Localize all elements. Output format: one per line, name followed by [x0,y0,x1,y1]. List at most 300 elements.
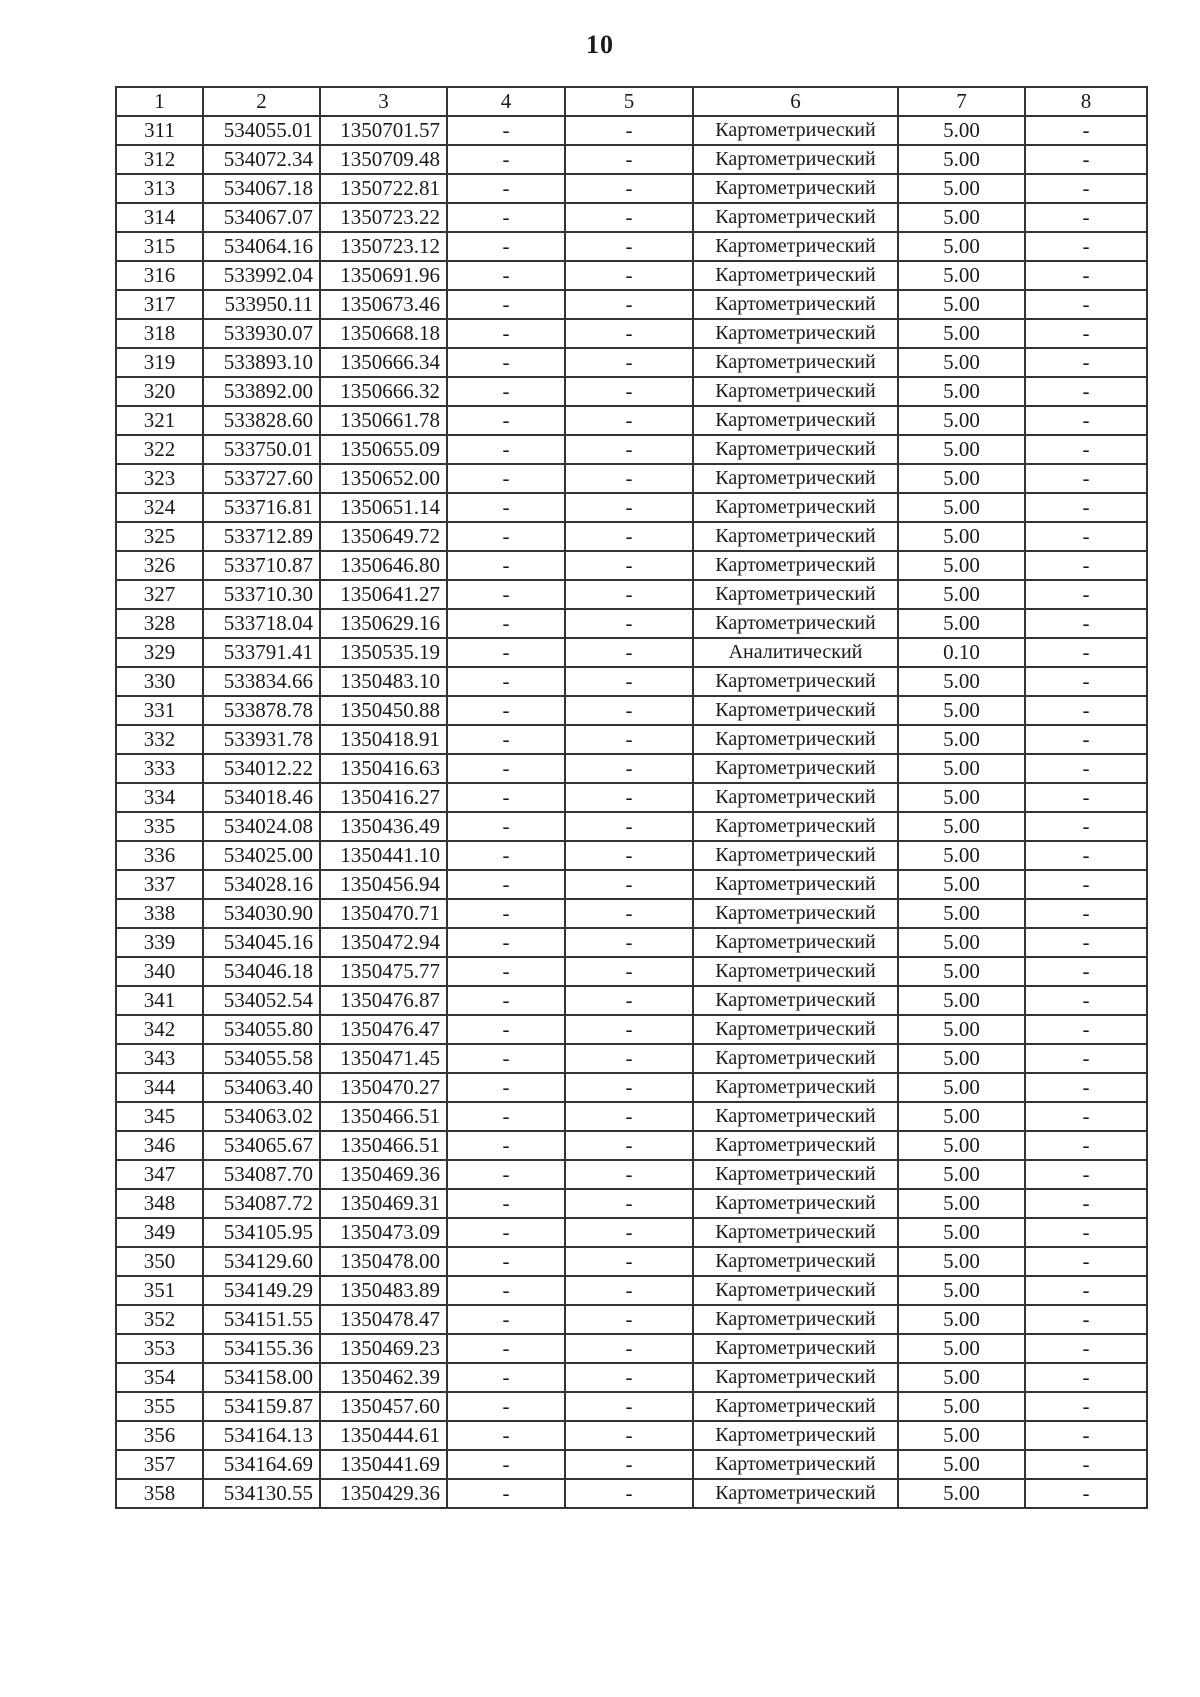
y-coordinate-cell: 1350470.27 [320,1073,447,1102]
y-coordinate-cell: 1350673.46 [320,290,447,319]
y-coordinate-cell: 1350655.09 [320,435,447,464]
table-row [116,1218,1147,1247]
y-coordinate-cell: 1350469.23 [320,1334,447,1363]
table-row [116,1073,1147,1102]
x-coordinate-cell: 534025.00 [203,841,320,870]
method-cell: Картометрический [693,812,898,841]
point-number-cell: 345 [116,1102,203,1131]
point-number-cell: 324 [116,493,203,522]
col8-cell: - [1025,957,1147,986]
y-coordinate-cell: 1350476.87 [320,986,447,1015]
y-coordinate-cell: 1350478.00 [320,1247,447,1276]
method-cell: Картометрический [693,290,898,319]
col4-cell: - [447,609,565,638]
table-row [116,174,1147,203]
table-row [116,1131,1147,1160]
table-row [116,1015,1147,1044]
method-cell: Картометрический [693,377,898,406]
col5-cell: - [565,551,693,580]
x-coordinate-cell: 534155.36 [203,1334,320,1363]
y-coordinate-cell: 1350471.45 [320,1044,447,1073]
x-coordinate-cell: 534024.08 [203,812,320,841]
table-row [116,667,1147,696]
x-coordinate-cell: 534045.16 [203,928,320,957]
table-row [116,1160,1147,1189]
column-header: 5 [565,87,693,116]
accuracy-cell: 5.00 [898,377,1025,406]
y-coordinate-cell: 1350469.36 [320,1160,447,1189]
accuracy-cell: 5.00 [898,1247,1025,1276]
col4-cell: - [447,754,565,783]
col5-cell: - [565,1247,693,1276]
table-row [116,464,1147,493]
header-row [116,87,1147,116]
y-coordinate-cell: 1350456.94 [320,870,447,899]
method-cell: Картометрический [693,696,898,725]
x-coordinate-cell: 534158.00 [203,1363,320,1392]
accuracy-cell: 5.00 [898,986,1025,1015]
table-row [116,783,1147,812]
accuracy-cell: 5.00 [898,609,1025,638]
point-number-cell: 357 [116,1450,203,1479]
col8-cell: - [1025,1073,1147,1102]
method-cell: Картометрический [693,174,898,203]
table-row [116,232,1147,261]
col4-cell: - [447,464,565,493]
table-body [116,116,1147,1508]
y-coordinate-cell: 1350416.63 [320,754,447,783]
col5-cell: - [565,232,693,261]
point-number-cell: 337 [116,870,203,899]
accuracy-cell: 5.00 [898,1189,1025,1218]
col4-cell: - [447,435,565,464]
table-row [116,551,1147,580]
accuracy-cell: 5.00 [898,290,1025,319]
col5-cell: - [565,348,693,377]
accuracy-cell: 5.00 [898,696,1025,725]
method-cell: Картометрический [693,232,898,261]
y-coordinate-cell: 1350418.91 [320,725,447,754]
col4-cell: - [447,725,565,754]
col8-cell: - [1025,435,1147,464]
method-cell: Картометрический [693,580,898,609]
col5-cell: - [565,1189,693,1218]
method-cell: Картометрический [693,522,898,551]
col5-cell: - [565,812,693,841]
table-row [116,1189,1147,1218]
y-coordinate-cell: 1350476.47 [320,1015,447,1044]
method-cell: Картометрический [693,1102,898,1131]
col8-cell: - [1025,1015,1147,1044]
x-coordinate-cell: 534149.29 [203,1276,320,1305]
table-row [116,928,1147,957]
col4-cell: - [447,116,565,145]
col5-cell: - [565,522,693,551]
col4-cell: - [447,1479,565,1508]
point-number-cell: 332 [116,725,203,754]
col8-cell: - [1025,1450,1147,1479]
col8-cell: - [1025,696,1147,725]
col8-cell: - [1025,319,1147,348]
col5-cell: - [565,435,693,464]
accuracy-cell: 5.00 [898,1334,1025,1363]
method-cell: Картометрический [693,493,898,522]
col4-cell: - [447,1102,565,1131]
method-cell: Картометрический [693,957,898,986]
x-coordinate-cell: 534055.80 [203,1015,320,1044]
point-number-cell: 334 [116,783,203,812]
accuracy-cell: 5.00 [898,899,1025,928]
col5-cell: - [565,841,693,870]
method-cell: Картометрический [693,1160,898,1189]
col5-cell: - [565,145,693,174]
y-coordinate-cell: 1350473.09 [320,1218,447,1247]
col5-cell: - [565,899,693,928]
col4-cell: - [447,551,565,580]
col5-cell: - [565,116,693,145]
table-row [116,203,1147,232]
x-coordinate-cell: 534046.18 [203,957,320,986]
col4-cell: - [447,1044,565,1073]
x-coordinate-cell: 533992.04 [203,261,320,290]
point-number-cell: 328 [116,609,203,638]
table-row [116,725,1147,754]
col8-cell: - [1025,406,1147,435]
method-cell: Картометрический [693,1479,898,1508]
table-row [116,1479,1147,1508]
col4-cell: - [447,348,565,377]
method-cell: Картометрический [693,1073,898,1102]
x-coordinate-cell: 533710.87 [203,551,320,580]
method-cell: Картометрический [693,667,898,696]
table-row [116,870,1147,899]
table-row [116,348,1147,377]
accuracy-cell: 5.00 [898,406,1025,435]
method-cell: Картометрический [693,1276,898,1305]
col5-cell: - [565,1421,693,1450]
x-coordinate-cell: 534130.55 [203,1479,320,1508]
accuracy-cell: 5.00 [898,754,1025,783]
point-number-cell: 346 [116,1131,203,1160]
col5-cell: - [565,667,693,696]
point-number-cell: 311 [116,116,203,145]
accuracy-cell: 0.10 [898,638,1025,667]
col4-cell: - [447,1450,565,1479]
col5-cell: - [565,261,693,290]
col4-cell: - [447,406,565,435]
accuracy-cell: 5.00 [898,812,1025,841]
accuracy-cell: 5.00 [898,783,1025,812]
table-row [116,145,1147,174]
point-number-cell: 358 [116,1479,203,1508]
x-coordinate-cell: 534087.72 [203,1189,320,1218]
col8-cell: - [1025,348,1147,377]
accuracy-cell: 5.00 [898,1102,1025,1131]
col5-cell: - [565,1102,693,1131]
col4-cell: - [447,1015,565,1044]
method-cell: Картометрический [693,1247,898,1276]
x-coordinate-cell: 534129.60 [203,1247,320,1276]
table-row [116,899,1147,928]
col5-cell: - [565,1218,693,1247]
col5-cell: - [565,580,693,609]
col4-cell: - [447,928,565,957]
x-coordinate-cell: 533892.00 [203,377,320,406]
accuracy-cell: 5.00 [898,870,1025,899]
point-number-cell: 330 [116,667,203,696]
point-number-cell: 340 [116,957,203,986]
accuracy-cell: 5.00 [898,1421,1025,1450]
col4-cell: - [447,290,565,319]
col4-cell: - [447,1363,565,1392]
col8-cell: - [1025,1189,1147,1218]
point-number-cell: 327 [116,580,203,609]
x-coordinate-cell: 533930.07 [203,319,320,348]
x-coordinate-cell: 533878.78 [203,696,320,725]
method-cell: Картометрический [693,464,898,493]
col8-cell: - [1025,145,1147,174]
col4-cell: - [447,580,565,609]
x-coordinate-cell: 533727.60 [203,464,320,493]
y-coordinate-cell: 1350466.51 [320,1131,447,1160]
col4-cell: - [447,870,565,899]
method-cell: Картометрический [693,725,898,754]
col8-cell: - [1025,203,1147,232]
point-number-cell: 350 [116,1247,203,1276]
table-row [116,1334,1147,1363]
point-number-cell: 342 [116,1015,203,1044]
col4-cell: - [447,377,565,406]
x-coordinate-cell: 534030.90 [203,899,320,928]
accuracy-cell: 5.00 [898,145,1025,174]
col4-cell: - [447,1131,565,1160]
point-number-cell: 351 [116,1276,203,1305]
x-coordinate-cell: 534151.55 [203,1305,320,1334]
x-coordinate-cell: 534055.58 [203,1044,320,1073]
point-number-cell: 322 [116,435,203,464]
col4-cell: - [447,522,565,551]
col4-cell: - [447,696,565,725]
col8-cell: - [1025,986,1147,1015]
accuracy-cell: 5.00 [898,232,1025,261]
y-coordinate-cell: 1350436.49 [320,812,447,841]
accuracy-cell: 5.00 [898,1160,1025,1189]
y-coordinate-cell: 1350646.80 [320,551,447,580]
y-coordinate-cell: 1350666.34 [320,348,447,377]
col4-cell: - [447,1334,565,1363]
accuracy-cell: 5.00 [898,116,1025,145]
point-number-cell: 315 [116,232,203,261]
accuracy-cell: 5.00 [898,203,1025,232]
table-row [116,261,1147,290]
point-number-cell: 317 [116,290,203,319]
accuracy-cell: 5.00 [898,1073,1025,1102]
point-number-cell: 333 [116,754,203,783]
col8-cell: - [1025,232,1147,261]
y-coordinate-cell: 1350629.16 [320,609,447,638]
col8-cell: - [1025,870,1147,899]
y-coordinate-cell: 1350722.81 [320,174,447,203]
table-row [116,1392,1147,1421]
col8-cell: - [1025,1305,1147,1334]
point-number-cell: 314 [116,203,203,232]
col4-cell: - [447,261,565,290]
x-coordinate-cell: 533750.01 [203,435,320,464]
x-coordinate-cell: 534164.69 [203,1450,320,1479]
x-coordinate-cell: 534063.40 [203,1073,320,1102]
x-coordinate-cell: 534063.02 [203,1102,320,1131]
x-coordinate-cell: 533950.11 [203,290,320,319]
accuracy-cell: 5.00 [898,522,1025,551]
point-number-cell: 344 [116,1073,203,1102]
col5-cell: - [565,493,693,522]
y-coordinate-cell: 1350691.96 [320,261,447,290]
method-cell: Картометрический [693,1421,898,1450]
col5-cell: - [565,957,693,986]
col5-cell: - [565,1015,693,1044]
method-cell: Картометрический [693,1334,898,1363]
y-coordinate-cell: 1350535.19 [320,638,447,667]
col4-cell: - [447,145,565,174]
col4-cell: - [447,1160,565,1189]
y-coordinate-cell: 1350652.00 [320,464,447,493]
y-coordinate-cell: 1350441.10 [320,841,447,870]
table-row [116,493,1147,522]
coordinates-table [115,86,1148,1509]
col4-cell: - [447,638,565,667]
table-row [116,1363,1147,1392]
point-number-cell: 329 [116,638,203,667]
col5-cell: - [565,1334,693,1363]
method-cell: Картометрический [693,1044,898,1073]
point-number-cell: 319 [116,348,203,377]
col5-cell: - [565,377,693,406]
col4-cell: - [447,319,565,348]
method-cell: Картометрический [693,986,898,1015]
point-number-cell: 335 [116,812,203,841]
method-cell: Картометрический [693,551,898,580]
table-row [116,696,1147,725]
table-row [116,435,1147,464]
y-coordinate-cell: 1350475.77 [320,957,447,986]
table-row [116,1044,1147,1073]
x-coordinate-cell: 534012.22 [203,754,320,783]
method-cell: Картометрический [693,348,898,377]
x-coordinate-cell: 534164.13 [203,1421,320,1450]
method-cell: Картометрический [693,319,898,348]
col4-cell: - [447,667,565,696]
accuracy-cell: 5.00 [898,348,1025,377]
point-number-cell: 336 [116,841,203,870]
x-coordinate-cell: 533931.78 [203,725,320,754]
accuracy-cell: 5.00 [898,1044,1025,1073]
y-coordinate-cell: 1350416.27 [320,783,447,812]
table-row [116,1276,1147,1305]
point-number-cell: 316 [116,261,203,290]
table-row [116,1450,1147,1479]
x-coordinate-cell: 534067.07 [203,203,320,232]
table-row [116,377,1147,406]
method-cell: Картометрический [693,261,898,290]
col8-cell: - [1025,493,1147,522]
col5-cell: - [565,1131,693,1160]
col8-cell: - [1025,1392,1147,1421]
y-coordinate-cell: 1350450.88 [320,696,447,725]
table-row [116,754,1147,783]
table-row [116,841,1147,870]
y-coordinate-cell: 1350483.89 [320,1276,447,1305]
table-row [116,1102,1147,1131]
y-coordinate-cell: 1350469.31 [320,1189,447,1218]
col5-cell: - [565,1450,693,1479]
column-header: 3 [320,87,447,116]
col5-cell: - [565,870,693,899]
method-cell: Картометрический [693,609,898,638]
method-cell: Картометрический [693,1131,898,1160]
col4-cell: - [447,1305,565,1334]
col5-cell: - [565,1044,693,1073]
accuracy-cell: 5.00 [898,1305,1025,1334]
method-cell: Аналитический [693,638,898,667]
col4-cell: - [447,812,565,841]
point-number-cell: 331 [116,696,203,725]
point-number-cell: 320 [116,377,203,406]
col8-cell: - [1025,464,1147,493]
method-cell: Картометрический [693,870,898,899]
table-row [116,290,1147,319]
col5-cell: - [565,696,693,725]
col8-cell: - [1025,812,1147,841]
y-coordinate-cell: 1350661.78 [320,406,447,435]
col8-cell: - [1025,116,1147,145]
accuracy-cell: 5.00 [898,1392,1025,1421]
x-coordinate-cell: 534159.87 [203,1392,320,1421]
accuracy-cell: 5.00 [898,464,1025,493]
y-coordinate-cell: 1350651.14 [320,493,447,522]
method-cell: Картометрический [693,406,898,435]
col8-cell: - [1025,1247,1147,1276]
col8-cell: - [1025,1421,1147,1450]
col5-cell: - [565,783,693,812]
accuracy-cell: 5.00 [898,667,1025,696]
x-coordinate-cell: 533791.41 [203,638,320,667]
x-coordinate-cell: 533828.60 [203,406,320,435]
x-coordinate-cell: 533712.89 [203,522,320,551]
accuracy-cell: 5.00 [898,435,1025,464]
point-number-cell: 354 [116,1363,203,1392]
accuracy-cell: 5.00 [898,551,1025,580]
accuracy-cell: 5.00 [898,1015,1025,1044]
col4-cell: - [447,493,565,522]
column-header: 7 [898,87,1025,116]
x-coordinate-cell: 534067.18 [203,174,320,203]
col8-cell: - [1025,1334,1147,1363]
accuracy-cell: 5.00 [898,957,1025,986]
x-coordinate-cell: 534055.01 [203,116,320,145]
y-coordinate-cell: 1350470.71 [320,899,447,928]
table-row [116,609,1147,638]
col4-cell: - [447,1218,565,1247]
col8-cell: - [1025,1218,1147,1247]
col5-cell: - [565,290,693,319]
col8-cell: - [1025,1363,1147,1392]
y-coordinate-cell: 1350641.27 [320,580,447,609]
col5-cell: - [565,1363,693,1392]
col8-cell: - [1025,667,1147,696]
col5-cell: - [565,174,693,203]
y-coordinate-cell: 1350462.39 [320,1363,447,1392]
method-cell: Картометрический [693,1450,898,1479]
